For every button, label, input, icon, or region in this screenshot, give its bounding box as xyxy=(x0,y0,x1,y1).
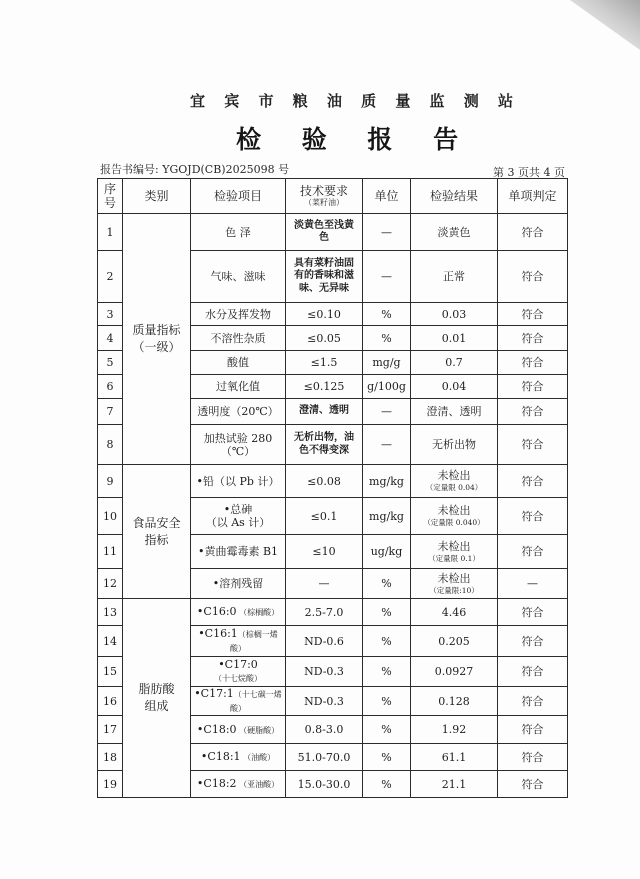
cell-requirement: ≤0.08 xyxy=(286,465,363,498)
cell-no: 3 xyxy=(98,303,123,326)
cell-item: 水分及挥发物 xyxy=(191,303,286,326)
cell-judgment: 符合 xyxy=(498,599,568,626)
item-text: •C18:1 xyxy=(200,750,241,763)
cell-unit: % xyxy=(363,716,411,744)
item-note: （棕榈酸） xyxy=(236,608,280,617)
result-note: （定量限 0.040） xyxy=(423,518,485,527)
cell-no: 13 xyxy=(98,599,123,626)
result-text: 未检出 xyxy=(437,504,471,517)
cell-no: 15 xyxy=(98,657,123,687)
cell-result: 正常 xyxy=(411,251,498,303)
result-text: 未检出 xyxy=(437,469,471,482)
result-note: （定量限 0.04） xyxy=(425,483,483,492)
cell-unit: % xyxy=(363,626,411,657)
cell-no: 18 xyxy=(98,744,123,771)
cell-result: 0.205 xyxy=(411,626,498,657)
cell-result xyxy=(411,465,498,498)
cell-judgment: 符合 xyxy=(498,214,568,251)
cell-item xyxy=(191,626,286,657)
cell-judgment: 符合 xyxy=(498,744,568,771)
header-requirement-note: （菜籽油） xyxy=(304,198,344,207)
header-result: 检验结果 xyxy=(411,179,498,214)
item-note: （十七烷酸） xyxy=(214,674,262,683)
result-note: （定量限:10） xyxy=(429,585,479,595)
item-text: •总砷 xyxy=(223,503,253,516)
item-note: （油酸） xyxy=(240,753,276,762)
item-note: （硬脂酸） xyxy=(236,725,280,735)
cell-judgment: 符合 xyxy=(498,626,568,657)
cell-requirement: ≤0.10 xyxy=(286,303,363,326)
cell-result: 无析出物 xyxy=(411,425,498,465)
cell-requirement xyxy=(286,399,363,425)
report-title: 检 验 报 告 xyxy=(236,125,475,154)
cell-item: 气味、滋味 xyxy=(191,251,286,303)
cell-no: 8 xyxy=(98,425,123,465)
cell-judgment: 符合 xyxy=(498,687,568,716)
cell-no: 16 xyxy=(98,687,123,716)
cell-judgment: 符合 xyxy=(498,351,568,375)
cell-item: 不溶性杂质 xyxy=(191,326,286,351)
cell-requirement: 2.5-7.0 xyxy=(286,599,363,626)
cell-requirement xyxy=(286,251,363,303)
cell-result: 4.46 xyxy=(411,599,498,626)
cell-item: 酸值 xyxy=(191,351,286,375)
report-number: YGOJD(CB)2025098 号 xyxy=(158,163,290,176)
cell-result: 淡黄色 xyxy=(411,214,498,251)
cell-unit: — xyxy=(363,425,411,465)
cell-no: 5 xyxy=(98,351,123,375)
cell-no: 12 xyxy=(98,569,123,599)
item-note: （十七碳一烯酸） xyxy=(230,690,282,713)
cell-item xyxy=(191,425,286,465)
cell-result xyxy=(411,535,498,569)
cell-no: 2 xyxy=(98,251,123,303)
cell-unit: % xyxy=(363,599,411,626)
cell-judgment: 符合 xyxy=(498,771,568,798)
cell-judgment: 符合 xyxy=(498,326,568,351)
cell-unit: % xyxy=(363,569,411,599)
item-text: 加热试验 280 xyxy=(203,431,273,445)
organization-name: 宜 宾 市 粮 油 质 量 监 测 站 xyxy=(190,92,521,110)
cell-item xyxy=(191,657,286,687)
item-text: •C18:2 xyxy=(196,777,237,790)
cell-no: 7 xyxy=(98,399,123,425)
item-text: •C16:0 xyxy=(196,605,237,618)
cell-judgment: 符合 xyxy=(498,303,568,326)
cell-result: 1.92 xyxy=(411,716,498,744)
cell-unit: % xyxy=(363,744,411,771)
item-note: （℃） xyxy=(220,444,256,458)
item-text: •C17:0 xyxy=(218,658,258,671)
header-requirement xyxy=(286,179,363,214)
cell-item: 透明度（20℃） xyxy=(191,399,286,425)
cell-result: 0.0927 xyxy=(411,657,498,687)
cell-unit: mg/g xyxy=(363,351,411,375)
cell-result: 0.01 xyxy=(411,326,498,351)
cell-result: 澄清、透明 xyxy=(411,399,498,425)
requirement-text: 澄清、透明 xyxy=(299,405,349,417)
cell-judgment: 符合 xyxy=(498,425,568,465)
cell-requirement: ≤1.5 xyxy=(286,351,363,375)
item-text: •C18:0 xyxy=(196,722,237,736)
header-category: 类别 xyxy=(123,179,191,214)
category-label: 食品安全 xyxy=(132,515,181,530)
requirement-text: 具有菜籽油固有的香味和滋味、无异味 xyxy=(294,257,354,294)
cell-no: 9 xyxy=(98,465,123,498)
result-text: 未检出 xyxy=(437,539,471,553)
cell-unit: — xyxy=(363,399,411,425)
result-text: 未检出 xyxy=(437,571,471,585)
item-note: （棕榈一烯酸） xyxy=(230,630,278,653)
cell-no: 14 xyxy=(98,626,123,657)
category-fatty-acid xyxy=(123,599,191,798)
cell-item: •铅（以 Pb 计） xyxy=(191,465,286,498)
cell-unit: mg/kg xyxy=(363,498,411,535)
cell-judgment: 符合 xyxy=(498,251,568,303)
cell-requirement: 51.0-70.0 xyxy=(286,744,363,771)
cell-unit: % xyxy=(363,771,411,798)
table-row xyxy=(98,465,568,498)
cell-unit: g/100g xyxy=(363,375,411,399)
cell-no: 19 xyxy=(98,771,123,798)
cell-judgment: 符合 xyxy=(498,498,568,535)
cell-no: 11 xyxy=(98,535,123,569)
cell-item xyxy=(191,599,286,626)
cell-item: 色 泽 xyxy=(191,214,286,251)
cell-requirement: ND-0.6 xyxy=(286,626,363,657)
cell-requirement: ND-0.3 xyxy=(286,687,363,716)
header-judgment: 单项判定 xyxy=(498,179,568,214)
cell-result: 61.1 xyxy=(411,744,498,771)
cell-result: 0.04 xyxy=(411,375,498,399)
cell-item xyxy=(191,687,286,716)
cell-judgment: 符合 xyxy=(498,716,568,744)
cell-requirement: — xyxy=(286,569,363,599)
category-quality xyxy=(123,214,191,465)
cell-result: 21.1 xyxy=(411,771,498,798)
header-requirement-label: 技术要求 xyxy=(299,184,348,198)
cell-unit: % xyxy=(363,657,411,687)
cell-judgment: 符合 xyxy=(498,399,568,425)
cell-judgment: 符合 xyxy=(498,375,568,399)
requirement-text: 无析出物，油色不得变深 xyxy=(294,432,354,456)
cell-requirement: ≤0.125 xyxy=(286,375,363,399)
table-header-row xyxy=(98,179,568,214)
cell-no: 10 xyxy=(98,498,123,535)
cell-unit: ug/kg xyxy=(363,535,411,569)
cell-result xyxy=(411,569,498,599)
cell-requirement xyxy=(286,214,363,251)
cell-unit: — xyxy=(363,251,411,303)
cell-requirement: 0.8-3.0 xyxy=(286,716,363,744)
item-note: （以 As 计） xyxy=(205,516,271,529)
table-row xyxy=(98,599,568,626)
header-item: 检验项目 xyxy=(191,179,286,214)
header-no: 序号 xyxy=(98,179,123,214)
cell-item: •黄曲霉毒素 B1 xyxy=(191,535,286,569)
cell-no: 1 xyxy=(98,214,123,251)
cell-result: 0.03 xyxy=(411,303,498,326)
cell-judgment: 符合 xyxy=(498,657,568,687)
item-text: •C17:1 xyxy=(194,687,234,700)
scan-corner-shadow xyxy=(570,0,640,50)
category-label: （一级） xyxy=(132,340,181,354)
category-label: 质量指标 xyxy=(132,323,181,337)
table-row xyxy=(98,214,568,251)
cell-judgment: 符合 xyxy=(498,465,568,498)
cell-requirement: ≤0.1 xyxy=(286,498,363,535)
cell-unit: — xyxy=(363,214,411,251)
cell-item xyxy=(191,498,286,535)
cell-unit: % xyxy=(363,326,411,351)
cell-requirement: ≤10 xyxy=(286,535,363,569)
cell-requirement: ND-0.3 xyxy=(286,657,363,687)
category-label: 指标 xyxy=(144,532,169,547)
report-number-label: 报告书编号: xyxy=(100,163,159,176)
cell-unit: % xyxy=(363,303,411,326)
cell-item xyxy=(191,716,286,744)
cell-item xyxy=(191,771,286,798)
cell-unit: % xyxy=(363,687,411,716)
result-note: （定量限 0.1） xyxy=(428,553,480,563)
cell-requirement: 15.0-30.0 xyxy=(286,771,363,798)
item-note: （亚油酸） xyxy=(236,780,280,789)
cell-result: 0.7 xyxy=(411,351,498,375)
cell-item: 过氧化值 xyxy=(191,375,286,399)
category-label: 脂肪酸 xyxy=(138,682,175,696)
page-indicator: 第 3 页共 4 页 xyxy=(493,166,565,179)
category-food-safety xyxy=(123,465,191,599)
cell-requirement: ≤0.05 xyxy=(286,326,363,351)
cell-item xyxy=(191,744,286,771)
item-text: •C16:1 xyxy=(198,627,238,640)
header-unit: 单位 xyxy=(363,179,411,214)
cell-item: •溶剂残留 xyxy=(191,569,286,599)
cell-judgment: 符合 xyxy=(498,535,568,569)
inspection-table xyxy=(97,178,568,798)
cell-no: 6 xyxy=(98,375,123,399)
cell-unit: mg/kg xyxy=(363,465,411,498)
requirement-text: 淡黄色至浅黄色 xyxy=(294,219,354,243)
cell-no: 17 xyxy=(98,716,123,744)
cell-requirement xyxy=(286,425,363,465)
cell-result xyxy=(411,498,498,535)
cell-judgment: — xyxy=(498,569,568,599)
cell-result: 0.128 xyxy=(411,687,498,716)
category-label: 组成 xyxy=(144,699,169,713)
cell-no: 4 xyxy=(98,326,123,351)
report-number-line xyxy=(100,163,289,177)
